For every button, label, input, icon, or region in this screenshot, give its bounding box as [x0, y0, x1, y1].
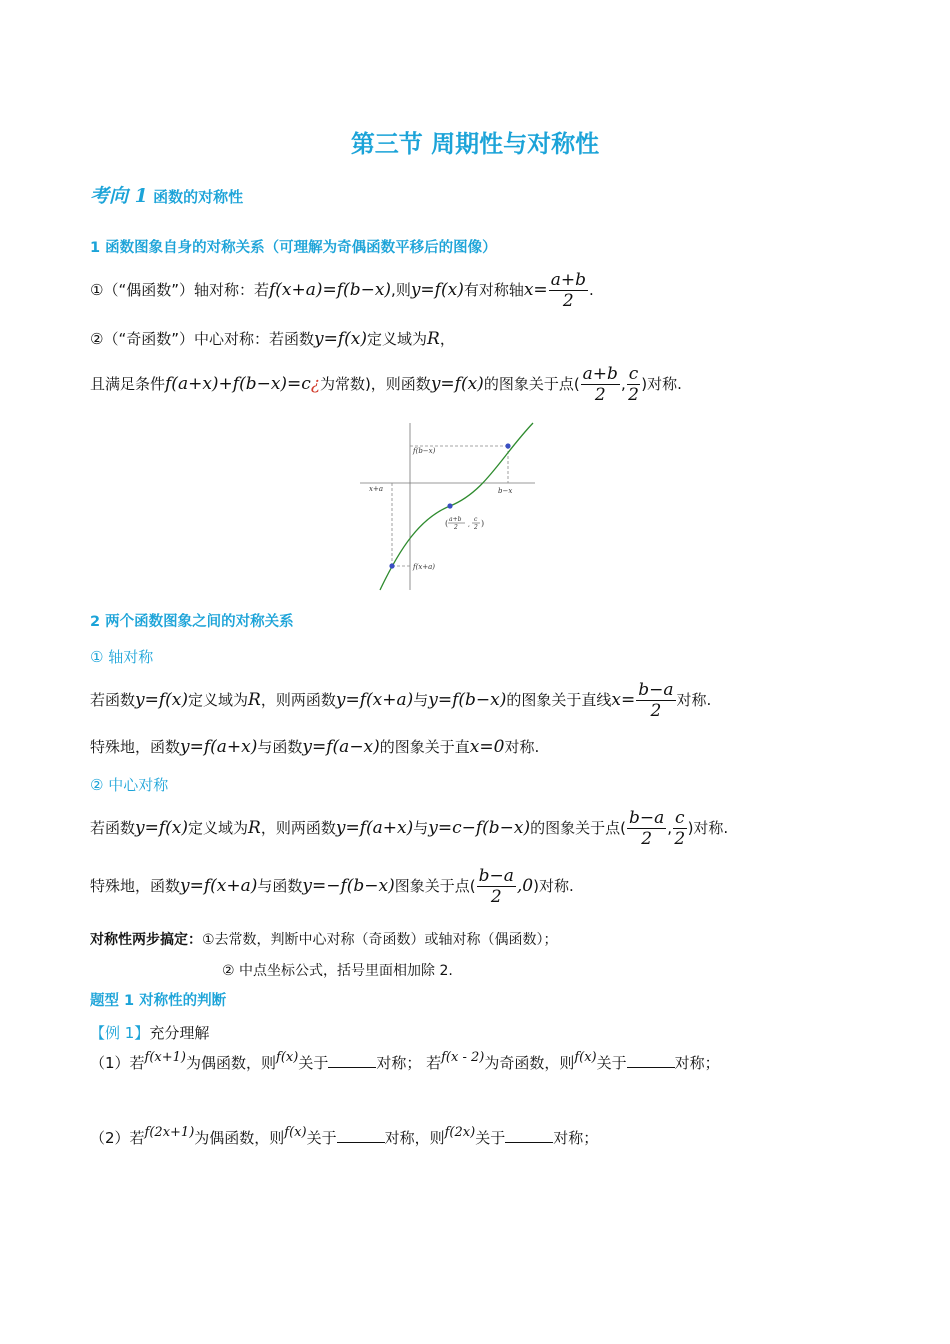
axis2-e2: y=f(a−x)	[302, 737, 380, 757]
item2-end: ，	[439, 330, 455, 348]
item1-expr1: f(x+a)=f(b−x)	[269, 280, 392, 300]
symmetry-graph	[355, 418, 545, 593]
label-xa: x+a	[369, 485, 383, 493]
cond-expr: f(a+x)+f(b−x)=c	[165, 374, 311, 394]
q1-e3: f(x - 2)	[441, 1050, 485, 1065]
c2-m2: 图象关于点(	[394, 877, 476, 895]
item1-prefix: ①（“偶函数”）轴对称：若	[90, 281, 269, 299]
sec2-axis-line2	[90, 736, 539, 757]
cond-mid2: 的图象关于点(	[483, 375, 580, 393]
axis1-e2: y=f(x+a)	[335, 690, 414, 710]
q2-e2: f(x)	[284, 1125, 307, 1140]
axis1-x: x=	[611, 690, 636, 710]
example-text: 充分理解	[149, 1024, 210, 1042]
q1-e4: f(x)	[574, 1050, 597, 1065]
example-label: 【例 1】	[90, 1024, 150, 1042]
q1-m3: 对称； 若	[376, 1054, 442, 1072]
axis1-num: b−a	[638, 680, 674, 700]
q1-num: （1）若	[90, 1054, 145, 1072]
steps-step1: ①去常数，判断中心对称（奇函数）或轴对称（偶函数）；	[202, 932, 558, 948]
axis1-den: 2	[650, 701, 662, 721]
axis2-e1: y=f(a+x)	[180, 737, 258, 757]
q1-m5: 关于	[596, 1054, 627, 1072]
function-curve	[380, 423, 533, 590]
label-bx: b−x	[498, 487, 513, 495]
question-2	[90, 1127, 598, 1148]
c1-e2: y=f(a+x)	[335, 818, 414, 838]
axis2-m2: 的图象关于直	[379, 738, 470, 756]
sec2-center-title: ② 中心对称	[90, 776, 169, 794]
cond-den2: 2	[628, 385, 639, 405]
cond-end: )对称.	[641, 375, 682, 393]
cond-expr2: y=f(x)	[430, 374, 484, 394]
kaoxiang-rest: 函数的对称性	[147, 188, 244, 206]
sec2-heading: 2 两个函数图象之间的对称关系	[90, 614, 294, 630]
c1-prefix: 若函数	[90, 819, 136, 837]
c2-e2: y=−f(b−x)	[302, 876, 395, 896]
point-fbx	[505, 443, 510, 448]
item1-end: .	[588, 281, 594, 299]
label-center-comma: ,	[468, 521, 470, 528]
type1-heading: 题型 1 对称性的判断	[90, 993, 227, 1009]
q2-blank2[interactable]	[505, 1128, 553, 1143]
q1-m1: 为偶函数，则	[186, 1054, 277, 1072]
axis2-end: 对称.	[504, 738, 540, 756]
c2-end: )对称.	[533, 877, 574, 895]
sec1-condition	[90, 364, 682, 405]
axis1-m1: 定义域为	[188, 691, 249, 709]
point-fxa	[389, 563, 394, 568]
point-center	[447, 503, 452, 508]
cond-mid: 为常数)，则函数	[319, 375, 431, 393]
cond-num1: a+b	[582, 364, 618, 384]
sec2-axis-line1	[90, 680, 711, 721]
c1-m4: 的图象关于点(	[530, 819, 626, 837]
q1-end: 对称；	[674, 1054, 720, 1072]
cond-comma: ,	[620, 375, 626, 393]
c1-fraction2	[673, 808, 687, 849]
q1-e1: f(x+1)	[144, 1050, 186, 1065]
q2-e3: f(2x)	[444, 1125, 476, 1140]
q2-end: 对称；	[553, 1129, 599, 1147]
q2-m3: 对称，则	[384, 1129, 445, 1147]
axis1-end: 对称.	[676, 691, 712, 709]
axis2-m1: 与函数	[257, 738, 303, 756]
c1-m3: 与	[413, 819, 429, 837]
c1-den1: 2	[641, 829, 653, 849]
axis1-m2: ，则两函数	[260, 691, 336, 709]
axis1-m4: 的图象关于直线	[506, 691, 612, 709]
axis1-R: R	[248, 690, 261, 710]
q2-m1: 为偶函数，则	[194, 1129, 285, 1147]
c1-fraction1	[627, 808, 666, 849]
item2-mid: 定义域为	[367, 330, 428, 348]
q2-m2: 关于	[306, 1129, 337, 1147]
c1-end: )对称.	[687, 819, 729, 837]
label-fxa: f(x+a)	[413, 563, 436, 571]
item2-prefix: ②（“奇函数”）中心对称：若函数	[90, 330, 314, 348]
c2-den: 2	[490, 887, 502, 907]
axis2-prefix: 特殊地，函数	[90, 738, 181, 756]
c2-prefix: 特殊地，函数	[90, 877, 181, 895]
q1-m2: 关于	[298, 1054, 329, 1072]
axis1-e1: y=f(x)	[135, 690, 189, 710]
label-center-num1: a+b	[449, 516, 462, 523]
page-title: 第三节 周期性与对称性	[350, 130, 600, 158]
sec2-center-line1	[90, 808, 728, 849]
label-center-den1: 2	[454, 524, 458, 531]
axis2-e3: x=0	[469, 737, 505, 757]
label-center-num2: c	[474, 516, 478, 523]
sec1-item1	[90, 270, 594, 311]
c2-fraction	[477, 866, 516, 907]
item1-fraction	[549, 270, 588, 311]
section-kaoxiang	[90, 181, 243, 208]
c1-R: R	[248, 818, 261, 838]
q1-blank2[interactable]	[627, 1053, 675, 1068]
sec2-center-line2	[90, 866, 574, 907]
c1-num1: b−a	[629, 808, 665, 828]
axis1-prefix: 若函数	[90, 691, 136, 709]
item1-x: x=	[523, 280, 548, 300]
label-center-paren-close: )	[481, 519, 485, 528]
item2-R: R	[427, 329, 440, 349]
c1-num2: c	[675, 808, 685, 828]
cond-prefix: 且满足条件	[90, 375, 166, 393]
q1-blank1[interactable]	[328, 1053, 376, 1068]
c2-tail: ,0	[516, 876, 534, 896]
steps-line2: ② 中点坐标公式，括号里面相加除 2.	[222, 963, 453, 979]
q2-m4: 关于	[475, 1129, 506, 1147]
item1-mid: ,则	[391, 281, 411, 299]
c1-m1: 定义域为	[188, 819, 249, 837]
question-1	[90, 1052, 720, 1073]
item1-num: a+b	[550, 270, 586, 290]
axis1-fraction	[636, 680, 675, 721]
sec1-heading: 1 函数图象自身的对称关系（可理解为奇偶函数平移后的图像）	[90, 240, 497, 256]
q1-e2: f(x)	[276, 1050, 299, 1065]
c1-e3: y=c−f(b−x)	[428, 818, 531, 838]
c2-e1: y=f(x+a)	[180, 876, 258, 896]
q1-m4: 为奇函数，则	[484, 1054, 575, 1072]
c2-num: b−a	[478, 866, 514, 886]
label-center-den2: 2	[474, 524, 478, 531]
cond-glyph: ¿	[310, 374, 320, 394]
c2-m1: 与函数	[257, 877, 303, 895]
example1-line	[90, 1022, 209, 1043]
item1-mid2: 有对称轴	[463, 281, 524, 299]
label-center-paren: (	[445, 519, 449, 528]
c1-comma: ,	[667, 819, 673, 837]
c1-den2: 2	[674, 829, 686, 849]
axis1-e3: y=f(b−x)	[428, 690, 507, 710]
cond-den1: 2	[594, 385, 606, 405]
cond-fraction1	[581, 364, 620, 405]
item1-den: 2	[562, 291, 574, 311]
q2-num: （2）若	[90, 1129, 145, 1147]
label-fbx: f(b−x)	[413, 447, 436, 455]
axis1-m3: 与	[413, 691, 429, 709]
c1-e1: y=f(x)	[135, 818, 189, 838]
item2-expr: y=f(x)	[314, 329, 367, 349]
c1-m2: ，则两函数	[260, 819, 336, 837]
cond-fraction2	[627, 364, 641, 405]
sec2-axis-title: ① 轴对称	[90, 648, 154, 666]
cond-num2: c	[628, 364, 639, 384]
steps-line1	[90, 929, 558, 949]
q2-blank1[interactable]	[337, 1128, 385, 1143]
steps-label: 对称性两步搞定：	[90, 932, 202, 948]
sec1-item2	[90, 328, 455, 349]
kaoxiang-lead: 考向 1	[90, 185, 148, 207]
q2-e1: f(2x+1)	[144, 1125, 195, 1140]
item1-expr2: y=f(x)	[410, 280, 464, 300]
